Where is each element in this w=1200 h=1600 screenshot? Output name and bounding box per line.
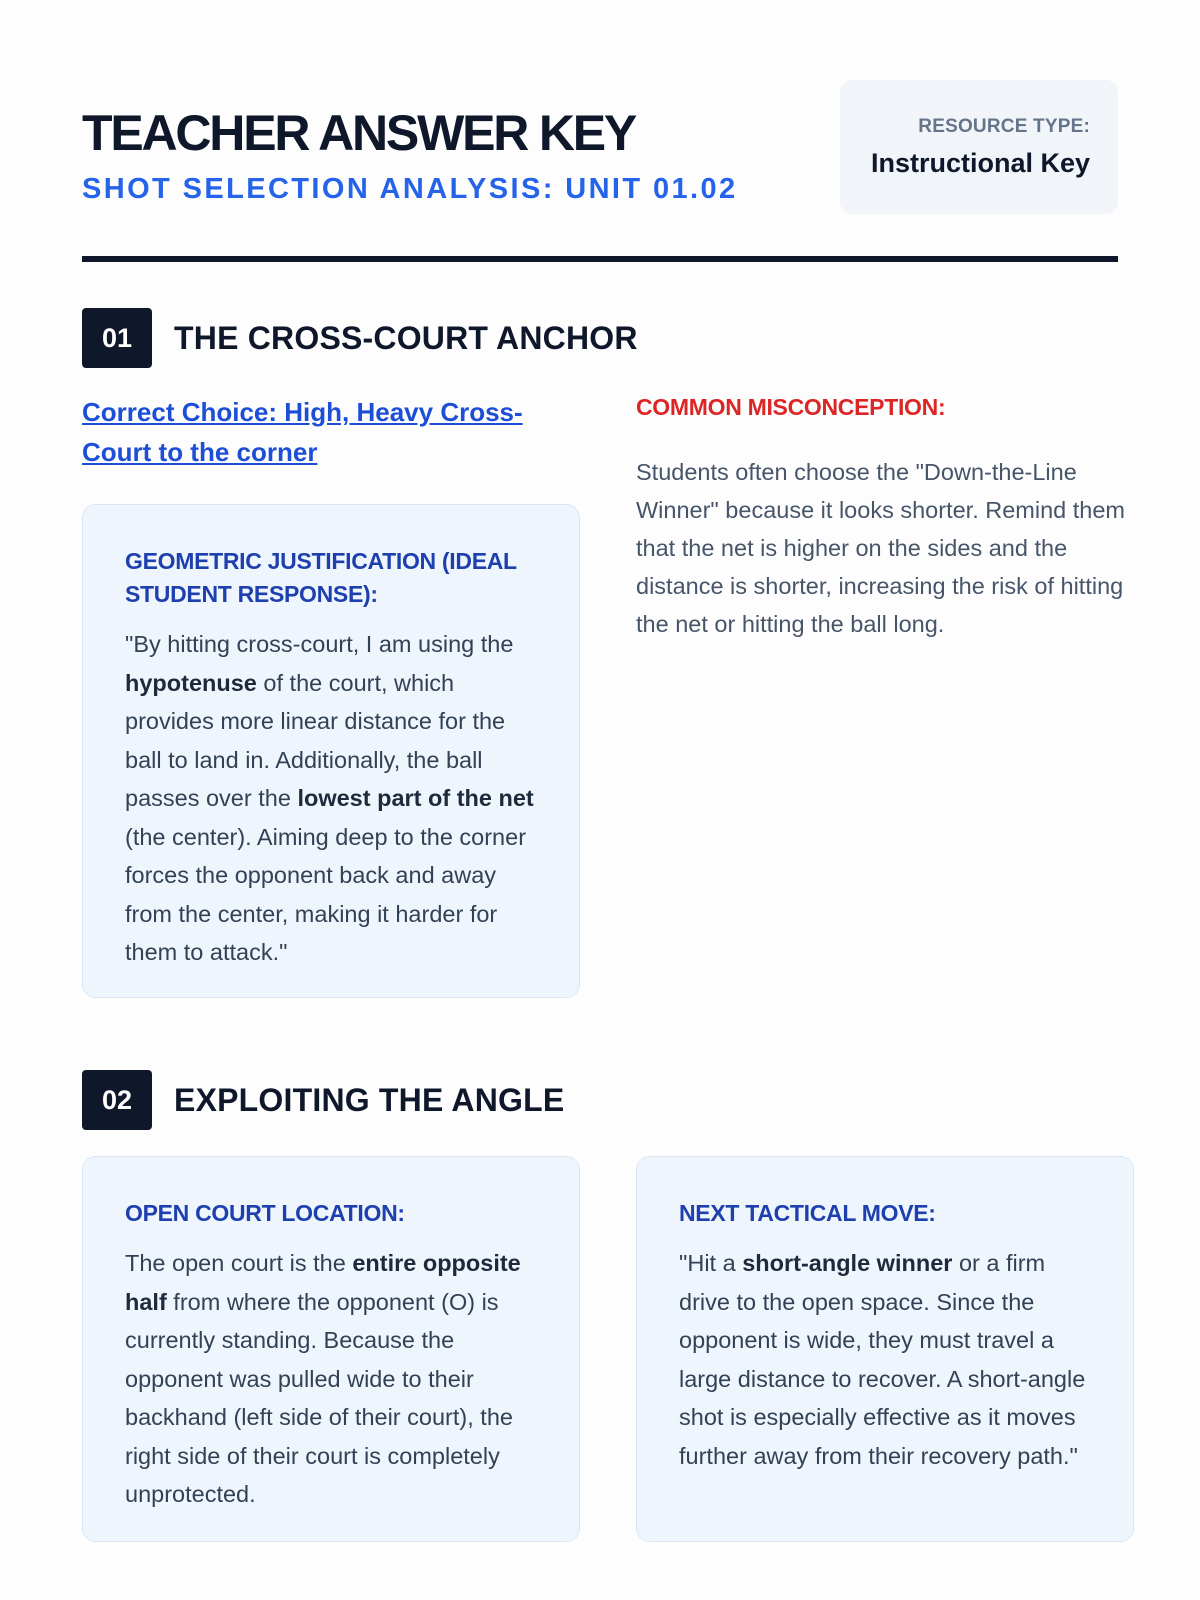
justification-text-part: of the court, which provides more linear distance for the ball to land in. Additionally, the ball passes over the — [125, 669, 506, 811]
next-move-text-part: or a firm drive to the open space. Since the opponent is wide, they must travel a large distance to recover. A short-angle shot is especially effective as it moves further away from their recovery path." — [679, 1250, 1086, 1469]
section-01-left-column — [82, 392, 580, 998]
justification-emphasis-hypotenuse: hypotenuse — [125, 669, 257, 696]
common-misconception-label: COMMON MISCONCEPTION: — [636, 394, 946, 420]
page-subtitle: SHOT SELECTION ANALYSIS: UNIT 01.02 — [82, 173, 738, 205]
geometric-justification-heading: GEOMETRIC JUSTIFICATION (IDEAL STUDENT RESPONSE): — [125, 548, 517, 607]
correct-choice-link[interactable]: Correct Choice: High, Heavy Cross-Court to the corner — [82, 397, 523, 467]
justification-emphasis-net: lowest part of the net — [297, 785, 534, 811]
geometric-justification-text — [125, 625, 539, 972]
next-move-card — [636, 1156, 1134, 1542]
open-court-heading: OPEN COURT LOCATION: — [125, 1200, 405, 1226]
section-02-right-column — [636, 1156, 1134, 1542]
header-divider — [82, 256, 1118, 262]
next-move-text-part: "Hit a — [679, 1250, 743, 1276]
geometric-justification-card — [82, 504, 580, 998]
section-01-title: THE CROSS-COURT ANCHOR — [174, 319, 638, 356]
section-01-header — [82, 308, 638, 368]
open-court-text-part: The open court is the — [125, 1250, 353, 1276]
section-02-title: EXPLOITING THE ANGLE — [174, 1081, 565, 1118]
resource-type-label: RESOURCE TYPE: — [918, 116, 1090, 137]
section-01-number: 01 — [82, 308, 152, 368]
next-move-emphasis: short-angle winner — [742, 1250, 953, 1276]
section-02-header — [82, 1070, 564, 1130]
section-02-number: 02 — [82, 1070, 152, 1130]
open-court-text-part: from where the opponent (O) is currently standing. Because the opponent was pulled wide to their backhand (left side of their court), the right side of their court is completely unprotected. — [125, 1288, 513, 1507]
next-move-text — [679, 1244, 1093, 1475]
justification-text-part: (the center). Aiming deep to the corner forces the opponent back and away from the center, making it harder for them to attack." — [125, 823, 527, 965]
justification-text-part: "By hitting cross-court, I am using the — [125, 631, 514, 657]
open-court-emphasis: entire opposite half — [125, 1250, 521, 1315]
section-02-left-column — [82, 1156, 580, 1542]
open-court-card — [82, 1156, 580, 1542]
resource-type-box — [840, 80, 1118, 214]
open-court-text — [125, 1244, 539, 1514]
section-01-right-column — [636, 394, 1134, 643]
next-move-heading: NEXT TACTICAL MOVE: — [679, 1200, 936, 1226]
page-title: TEACHER ANSWER KEY — [82, 105, 636, 161]
common-misconception-text: Students often choose the "Down-the-Line Winner" because it looks shorter. Remind them that the net is higher on the sides and the distance is shorter, increasing the risk of hitting the net or hitting the ball long. — [636, 459, 1126, 637]
resource-type-value: Instructional Key — [870, 148, 1090, 178]
page-header — [82, 80, 1118, 248]
